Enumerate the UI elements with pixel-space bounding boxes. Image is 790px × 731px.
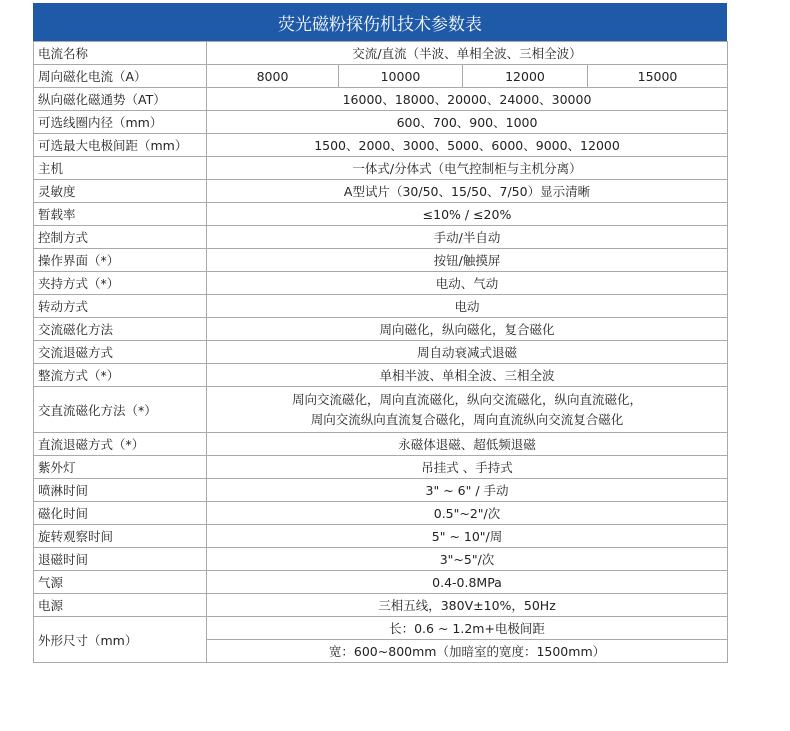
param-label: 紫外灯 — [34, 456, 207, 479]
param-label: 交直流磁化方法（*） — [34, 387, 207, 433]
table-row — [34, 341, 728, 364]
param-label: 周向磁化电流（A） — [34, 65, 207, 88]
param-value: 三相五线，380V±10%，50Hz — [207, 594, 728, 617]
param-label: 转动方式 — [34, 295, 207, 318]
param-label: 退磁时间 — [34, 548, 207, 571]
param-value: 长：0.6 ~ 1.2m+电极间距 — [207, 617, 728, 640]
table-row — [34, 111, 728, 134]
param-value: ≤10% / ≤20% — [207, 203, 728, 226]
table-row — [34, 525, 728, 548]
param-value: 600、700、900、1000 — [207, 111, 728, 134]
table-row — [34, 617, 728, 640]
param-value — [207, 387, 728, 433]
table-row — [34, 157, 728, 180]
param-label: 夹持方式（*） — [34, 272, 207, 295]
table-row — [34, 548, 728, 571]
param-value: 1500、2000、3000、5000、6000、9000、12000 — [207, 134, 728, 157]
param-label: 磁化时间 — [34, 502, 207, 525]
param-label: 操作界面（*） — [34, 249, 207, 272]
table-row — [34, 42, 728, 65]
param-label: 纵向磁化磁通势（AT） — [34, 88, 207, 111]
param-label: 交流退磁方式 — [34, 341, 207, 364]
param-value: 手动/半自动 — [207, 226, 728, 249]
param-value: 电动 — [207, 295, 728, 318]
table-row — [34, 433, 728, 456]
param-value: 周自动衰减式退磁 — [207, 341, 728, 364]
param-label: 交流磁化方法 — [34, 318, 207, 341]
table-row — [34, 88, 728, 111]
table-row — [34, 456, 728, 479]
table-row — [34, 594, 728, 617]
param-label: 暂载率 — [34, 203, 207, 226]
spec-table — [33, 41, 728, 663]
spec-sheet — [33, 3, 727, 663]
param-label: 电流名称 — [34, 42, 207, 65]
param-value: 12000 — [463, 65, 588, 88]
table-title: 荧光磁粉探伤机技术参数表 — [33, 3, 727, 41]
param-value: 吊挂式 、手持式 — [207, 456, 728, 479]
param-label: 直流退磁方式（*） — [34, 433, 207, 456]
param-label: 喷淋时间 — [34, 479, 207, 502]
param-value: 3" ~ 6" / 手动 — [207, 479, 728, 502]
param-value: 周向磁化，纵向磁化，复合磁化 — [207, 318, 728, 341]
param-value: 5" ~ 10"/周 — [207, 525, 728, 548]
table-row — [34, 226, 728, 249]
param-label: 灵敏度 — [34, 180, 207, 203]
table-row — [34, 249, 728, 272]
table-row — [34, 203, 728, 226]
param-value: 电动、气动 — [207, 272, 728, 295]
table-row — [34, 479, 728, 502]
param-value: 16000、18000、20000、24000、30000 — [207, 88, 728, 111]
table-row — [34, 318, 728, 341]
param-value: 10000 — [339, 65, 463, 88]
param-label: 外形尺寸（mm） — [34, 617, 207, 663]
param-value: 按钮/触摸屏 — [207, 249, 728, 272]
param-value: A型试片（30/50、15/50、7/50）显示清晰 — [207, 180, 728, 203]
param-label: 电源 — [34, 594, 207, 617]
param-value: 永磁体退磁、超低频退磁 — [207, 433, 728, 456]
table-row — [34, 65, 728, 88]
param-label: 旋转观察时间 — [34, 525, 207, 548]
table-row — [34, 571, 728, 594]
param-value: 交流/直流（半波、单相全波、三相全波） — [207, 42, 728, 65]
param-value: 15000 — [588, 65, 728, 88]
param-label: 整流方式（*） — [34, 364, 207, 387]
table-row — [34, 272, 728, 295]
param-value-line: 周向交流纵向直流复合磁化，周向直流纵向交流复合磁化 — [310, 411, 624, 427]
param-label: 气源 — [34, 571, 207, 594]
table-row — [34, 134, 728, 157]
param-value: 8000 — [207, 65, 339, 88]
param-value: 3"~5"/次 — [207, 548, 728, 571]
param-label: 可选最大电极间距（mm） — [34, 134, 207, 157]
param-label: 可选线圈内径（mm） — [34, 111, 207, 134]
table-row — [34, 364, 728, 387]
param-value: 0.4-0.8MPa — [207, 571, 728, 594]
table-row — [34, 180, 728, 203]
param-value-line: 周向交流磁化，周向直流磁化，纵向交流磁化，纵向直流磁化， — [292, 391, 643, 407]
table-row — [34, 295, 728, 318]
param-label: 控制方式 — [34, 226, 207, 249]
param-value: 0.5"~2"/次 — [207, 502, 728, 525]
table-row — [34, 387, 728, 433]
param-value: 一体式/分体式（电气控制柜与主机分离） — [207, 157, 728, 180]
param-label: 主机 — [34, 157, 207, 180]
param-value: 单相半波、单相全波、三相全波 — [207, 364, 728, 387]
table-row — [34, 502, 728, 525]
param-value: 宽：600~800mm（加暗室的宽度：1500mm） — [207, 640, 728, 663]
